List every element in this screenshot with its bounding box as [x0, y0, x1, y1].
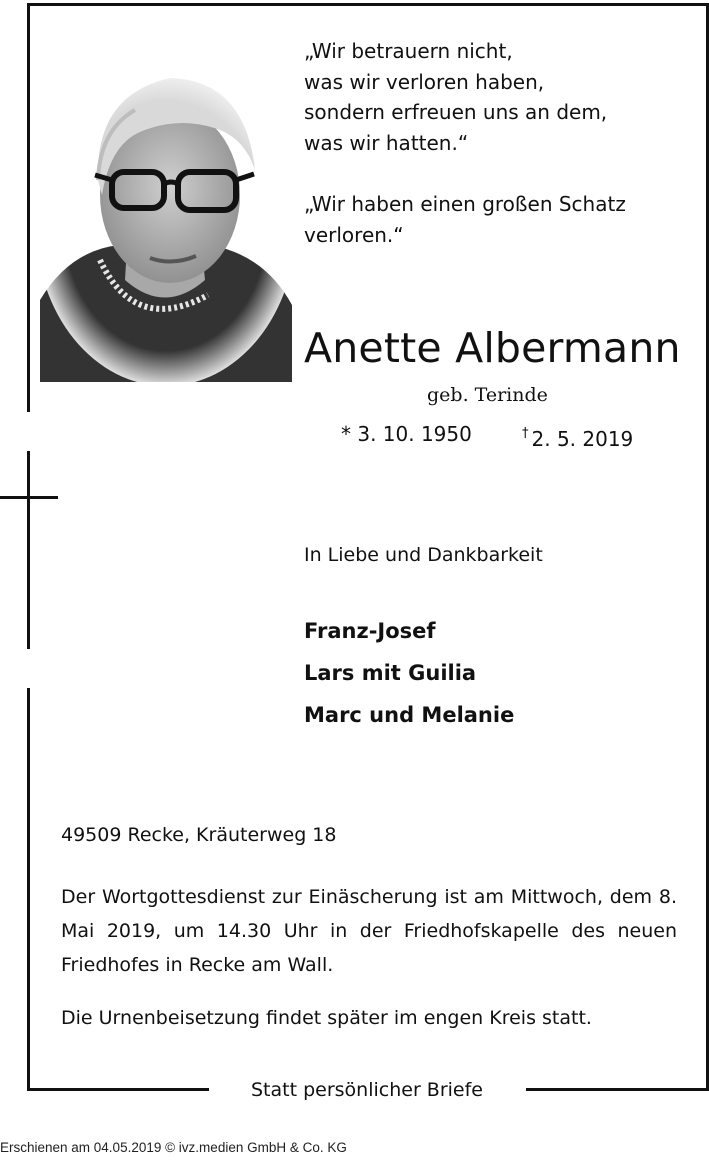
deceased-name: Anette Albermann: [304, 324, 681, 372]
mourners-list: [304, 610, 514, 736]
portrait-photo: [40, 70, 292, 382]
mourner-name: Marc und Melanie: [304, 703, 515, 727]
frame-left-line-lower: [27, 688, 30, 1091]
quote-1-line: was wir verloren haben,: [304, 69, 545, 94]
urn-info: Die Urnenbeisetzung findet später im engen Kreis statt.: [61, 1007, 592, 1029]
cross-horizontal: [0, 496, 58, 499]
dagger-icon: †: [522, 426, 529, 441]
quote-1: [304, 36, 626, 158]
quote-1-line: sondern erfreuen uns an dem,: [304, 100, 608, 124]
maiden-name: geb. Terinde: [427, 384, 548, 406]
publication-credit: Erschienen am 04.05.2019 © ivz.medien GmbH & Co. KG: [0, 1140, 347, 1155]
quote-block: [304, 36, 626, 281]
mourner-name: Lars mit Guilia: [304, 661, 477, 685]
quote-2-line: verloren.“: [304, 222, 404, 247]
service-info: Der Wortgottesdienst zur Einäscherung ist am Mittwoch, dem 8. Mai 2019, um 14.30 Uhr in der Friedhofskapelle des neuen Friedhofes in Recke am Wall.: [61, 886, 677, 976]
frame-top-line: [27, 3, 709, 6]
quote-1-line: was wir hatten.“: [304, 130, 469, 155]
quote-2: [304, 189, 626, 250]
frame-bottom-line-right: [526, 1088, 709, 1091]
mourners-intro: In Liebe und Dankbarkeit: [304, 544, 543, 566]
frame-bottom-line-left: [27, 1088, 209, 1091]
address: 49509 Recke, Kräuterweg 18: [61, 824, 337, 846]
quote-2-line: „Wir haben einen großen Schatz: [304, 192, 626, 216]
birth-date: * 3. 10. 1950: [341, 422, 472, 446]
mourner-name: Franz-Josef: [304, 619, 436, 643]
death-date-block: [522, 419, 633, 454]
frame-left-line-upper: [27, 3, 30, 412]
quote-1-line: „Wir betrauern nicht,: [304, 39, 513, 63]
death-date: 2. 5. 2019: [531, 427, 634, 451]
footer-note: Statt persönlicher Briefe: [251, 1079, 483, 1101]
cross-vertical: [27, 451, 30, 649]
